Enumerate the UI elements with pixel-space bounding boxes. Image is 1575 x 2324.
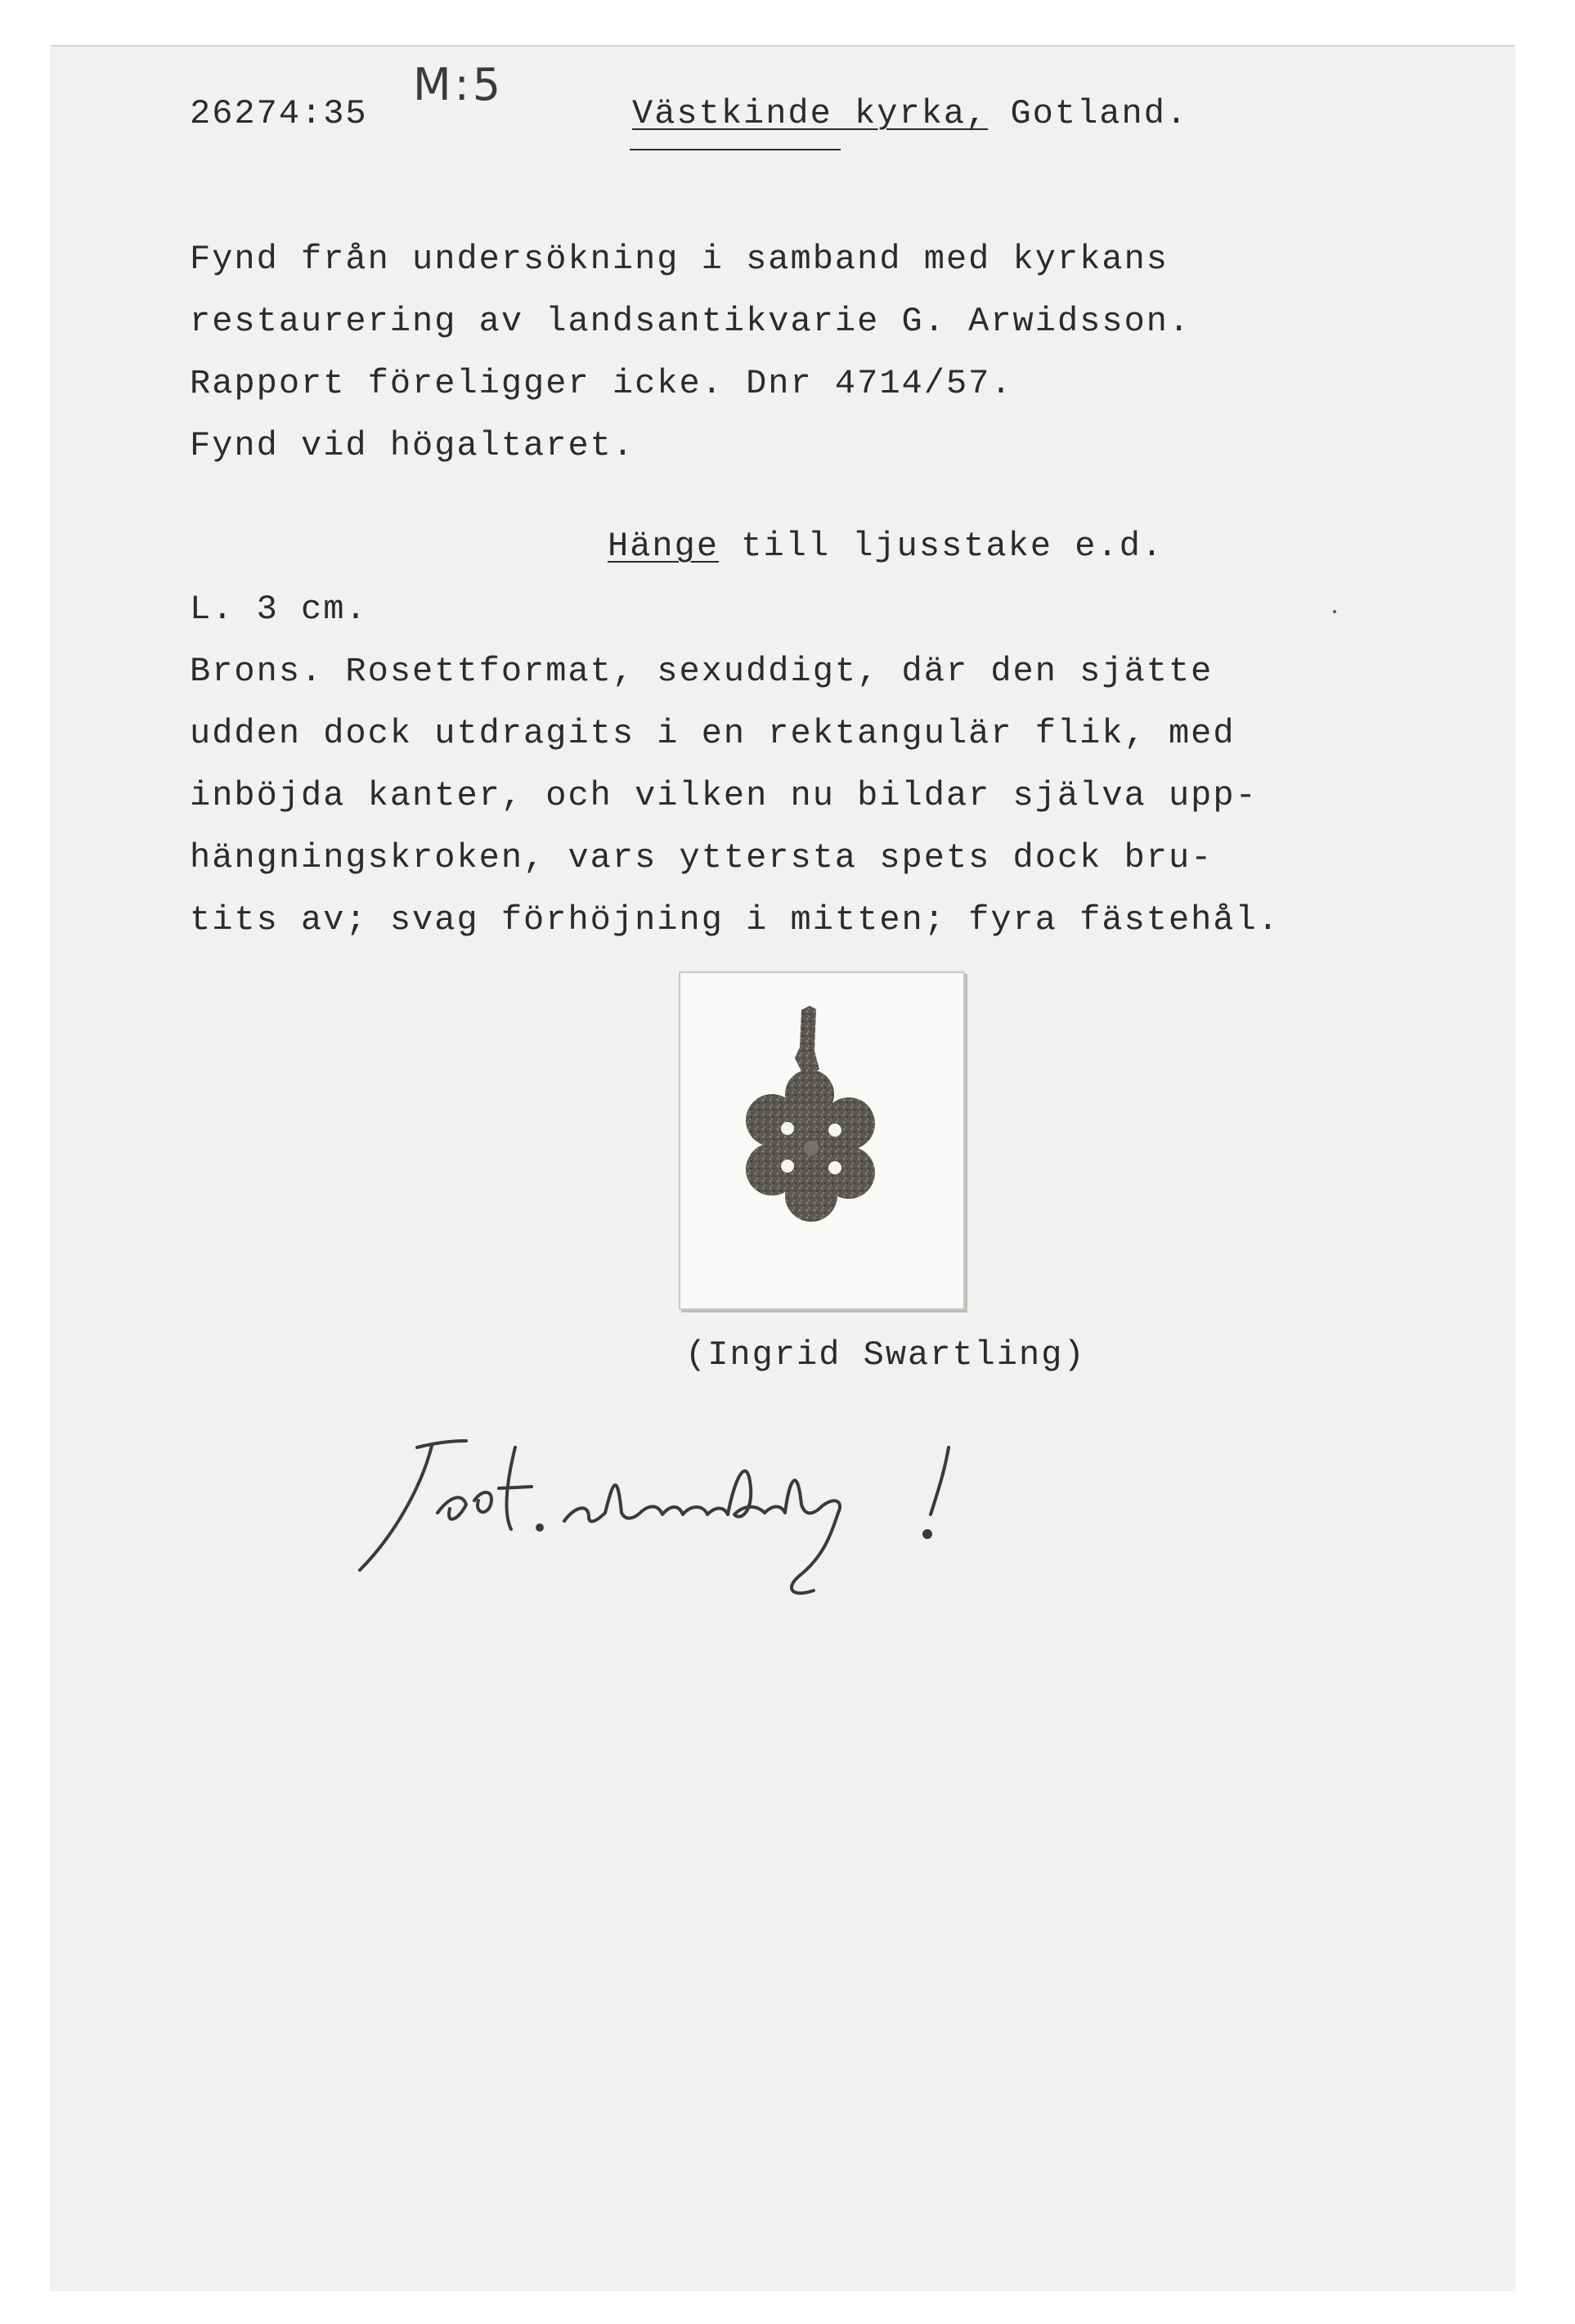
site-name: Västkinde kyrka,	[632, 94, 989, 133]
object-name-rest: till ljusstake e.d.	[719, 527, 1164, 566]
intro-line-2: restaurering av landsantikvarie G. Arwidsson.	[190, 302, 1191, 341]
site-underline	[630, 149, 841, 150]
intro-line-4: Fynd vid högaltaret.	[190, 426, 635, 465]
object-length: L. 3 cm.	[190, 590, 368, 629]
intro-line-3: Rapport föreligger icke. Dnr 4714/57.	[190, 364, 1013, 403]
object-heading	[608, 527, 1164, 566]
catalog-number: 26274:35	[190, 94, 368, 133]
site-heading	[632, 96, 1188, 131]
object-name: Hänge	[608, 527, 720, 566]
pendant-image	[680, 973, 963, 1308]
speck	[1333, 610, 1336, 613]
description-line-2: udden dock utdragits i en rektangulär flik, med	[190, 714, 1236, 753]
region-name: Gotland.	[988, 94, 1189, 133]
description-line-4: hängningskroken, vars yttersta spets dock bru-	[190, 838, 1214, 877]
handwritten-signature	[343, 1423, 1079, 1619]
description-line-3: inböjda kanter, och vilken nu bildar själva upp-	[190, 776, 1258, 815]
intro-line-1: Fynd från undersökning i samband med kyrkans	[190, 240, 1169, 279]
handwritten-mark: M:5	[413, 59, 505, 110]
description-line-1: Brons. Rosettformat, sexuddigt, där den sjätte	[190, 652, 1214, 691]
photo-credit: (Ingrid Swartling)	[685, 1335, 1086, 1375]
object-photo	[679, 971, 965, 1310]
description-line-5: tits av; svag förhöjning i mitten; fyra fästehål.	[190, 900, 1281, 940]
